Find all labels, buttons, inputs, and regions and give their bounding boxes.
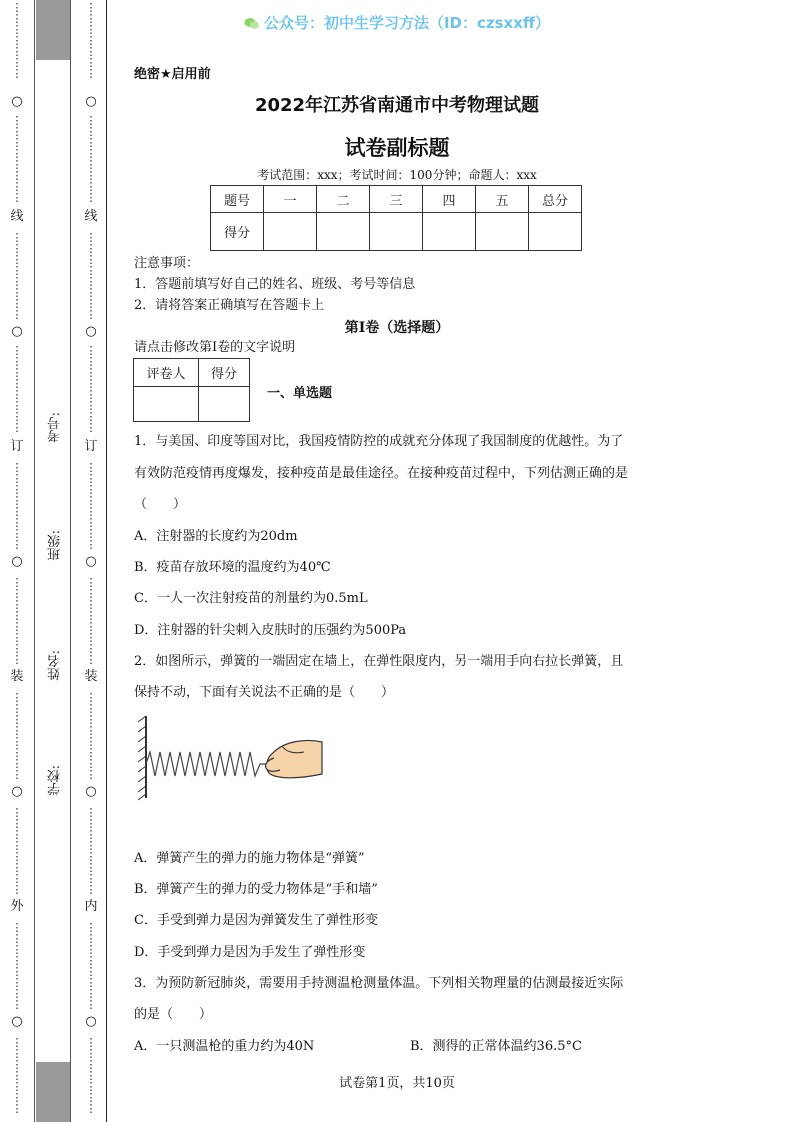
score-header-cell: 一: [264, 186, 317, 213]
wechat-icon: [244, 17, 260, 30]
dotted-line: ⋮ ⋮ ⋮ ⋮ ⋮ ⋮ ⋮ ⋮: [85, 114, 97, 204]
watermark-text: 公众号：初中生学习方法（ID：czsxxff）: [263, 14, 551, 32]
score-header-cell: 总分: [529, 186, 582, 213]
grader-row: [134, 387, 250, 422]
exam-subtitle: 试卷副标题: [344, 136, 450, 160]
field-exam-number: 考号:: [48, 412, 63, 443]
wall-icon: [138, 716, 146, 800]
strip-gray-top: [36, 0, 70, 60]
outer-mark-8: 外: [10, 899, 24, 914]
spring-figure: [134, 712, 329, 802]
strip-gray-bottom: [36, 1062, 70, 1122]
score-cell: [529, 213, 582, 251]
score-header-cell: 四: [423, 186, 476, 213]
dotted-line: ⋮ ⋮ ⋮ ⋮ ⋮ ⋮ ⋮ ⋮: [85, 231, 97, 321]
dotted-line: ⋮ ⋮ ⋮ ⋮ ⋮ ⋮ ⋮: [85, 1036, 97, 1115]
field-class: 班级:: [48, 530, 63, 561]
part-note: 请点击修改第I卷的文字说明: [134, 340, 296, 355]
question-3-stem-line: 3．为预防新冠肺炎，需要用手持测温枪测量体温。下列相关物理量的估测最接近实际: [134, 976, 624, 991]
question-1-option-a: A．注射器的长度约为20dm: [134, 529, 298, 544]
score-header-cell: 五: [476, 186, 529, 213]
page-footer: 试卷第1页，共10页: [339, 1076, 455, 1091]
question-1-option-b: B．疫苗存放环境的温度约为40℃: [134, 560, 331, 575]
dotted-line: ⋮ ⋮ ⋮ ⋮ ⋮ ⋮ ⋮ ⋮: [11, 461, 23, 551]
dotted-line: ⋮ ⋮ ⋮ ⋮ ⋮ ⋮ ⋮: [11, 1, 23, 80]
outer-mark-1: ○: [11, 94, 23, 109]
outer-mark-6: 装: [10, 669, 24, 684]
outer-mark-3: ○: [11, 324, 23, 339]
score-cell: [264, 213, 317, 251]
dotted-line: ⋮ ⋮ ⋮ ⋮ ⋮ ⋮ ⋮: [85, 1, 97, 80]
dotted-line: ⋮ ⋮ ⋮ ⋮ ⋮ ⋮ ⋮ ⋮: [11, 806, 23, 896]
dotted-line: ⋮ ⋮ ⋮ ⋮ ⋮ ⋮ ⋮: [11, 1036, 23, 1115]
score-row-label: 得分: [211, 213, 264, 251]
watermark: [0, 12, 794, 33]
notes-heading: 注意事项：: [134, 256, 200, 271]
dotted-line: ⋮ ⋮ ⋮ ⋮ ⋮ ⋮ ⋮ ⋮: [85, 691, 97, 781]
field-school: 学校:: [48, 765, 63, 796]
inner-mark-3: ○: [85, 324, 97, 339]
question-2-option-b: B．弹簧产生的弹力的受力物体是“手和墙”: [134, 882, 378, 897]
question-2-option-d: D．手受到弹力是因为手发生了弹性形变: [134, 945, 366, 960]
grader-header-row: [134, 359, 250, 387]
question-2-stem-line: 2．如图所示，弹簧的一端固定在墙上，在弹性限度内，另一端用手向右拉长弹簧，且: [134, 654, 624, 669]
dotted-line: ⋮ ⋮ ⋮ ⋮ ⋮ ⋮ ⋮ ⋮: [85, 921, 97, 1011]
inner-mark-9: ○: [85, 1014, 97, 1029]
score-cell: [423, 213, 476, 251]
inner-mark-4: 订: [84, 439, 98, 454]
score-table-header-row: [211, 186, 582, 213]
grader-header-cell: 评卷人: [134, 359, 199, 387]
spring-icon: [146, 752, 270, 776]
question-3-option-a: A．一只测温枪的重力约为40N: [134, 1039, 315, 1054]
outer-mark-4: 订: [10, 439, 24, 454]
question-1-option-d: D．注射器的针尖刺入皮肤时的压强约为500Pa: [134, 623, 407, 638]
outer-mark-5: ○: [11, 554, 23, 569]
question-1-stem-line: 有效防范疫情再度爆发，接种疫苗是最佳途径。在接种疫苗过程中，下列估测正确的是: [134, 466, 629, 481]
dotted-line: ⋮ ⋮ ⋮ ⋮ ⋮ ⋮ ⋮ ⋮: [85, 344, 97, 434]
confidential-label: 绝密★启用前: [134, 67, 211, 82]
inner-mark-6: 装: [84, 669, 98, 684]
grader-cell: [134, 387, 199, 422]
score-cell: [476, 213, 529, 251]
notes-item: 2．请将答案正确填写在答题卡上: [134, 298, 325, 313]
score-header-cell: 二: [317, 186, 370, 213]
dotted-line: ⋮ ⋮ ⋮ ⋮ ⋮ ⋮ ⋮ ⋮: [85, 576, 97, 666]
question-1-stem-line: （ ）: [134, 497, 187, 512]
question-1-option-c: C．一人一次注射疫苗的剂量约为0.5mL: [134, 591, 368, 606]
grader-table: [133, 358, 250, 422]
question-3-stem-line: 的是（ ）: [134, 1007, 213, 1022]
question-3-option-b: B．测得的正常体温约36.5°C: [410, 1039, 582, 1054]
dotted-line: ⋮ ⋮ ⋮ ⋮ ⋮ ⋮ ⋮ ⋮: [11, 231, 23, 321]
question-2-option-c: C．手受到弹力是因为弹簧发生了弹性形变: [134, 913, 378, 928]
grader-header-cell: 得分: [199, 359, 250, 387]
score-cell: [370, 213, 423, 251]
part-title: 第I卷（选择题）: [344, 320, 450, 336]
outer-mark-9: ○: [11, 1014, 23, 1029]
inner-mark-7: ○: [85, 784, 97, 799]
score-header-cell: 三: [370, 186, 423, 213]
grader-cell: [199, 387, 250, 422]
outer-mark-7: ○: [11, 784, 23, 799]
dotted-line: ⋮ ⋮ ⋮ ⋮ ⋮ ⋮ ⋮ ⋮: [11, 576, 23, 666]
dotted-line: ⋮ ⋮ ⋮ ⋮ ⋮ ⋮ ⋮ ⋮: [11, 921, 23, 1011]
notes-item: 1．答题前填写好自己的姓名、班级、考号等信息: [134, 277, 416, 292]
inner-mark-5: ○: [85, 554, 97, 569]
dotted-line: ⋮ ⋮ ⋮ ⋮ ⋮ ⋮ ⋮ ⋮: [85, 461, 97, 551]
score-cell: [317, 213, 370, 251]
hand-icon: [265, 740, 322, 777]
section-heading: 一、单选题: [267, 386, 333, 401]
inner-mark-1: ○: [85, 94, 97, 109]
exam-title: 2022年江苏省南通市中考物理试题: [254, 95, 540, 116]
dotted-line: ⋮ ⋮ ⋮ ⋮ ⋮ ⋮ ⋮ ⋮: [11, 691, 23, 781]
inner-mark-8: 内: [84, 899, 98, 914]
dotted-line: ⋮ ⋮ ⋮ ⋮ ⋮ ⋮ ⋮ ⋮: [11, 344, 23, 434]
outer-mark-2: 线: [10, 209, 24, 224]
score-header-cell: 题号: [211, 186, 264, 213]
score-table-row: [211, 213, 582, 251]
question-2-option-a: A．弹簧产生的弹力的施力物体是“弹簧”: [134, 851, 365, 866]
field-name: 姓名:: [48, 650, 63, 681]
question-2-stem-line: 保持不动，下面有关说法不正确的是（ ）: [134, 685, 395, 700]
dotted-line: ⋮ ⋮ ⋮ ⋮ ⋮ ⋮ ⋮ ⋮: [11, 114, 23, 204]
score-table: [210, 185, 582, 251]
exam-info: 考试范围：xxx；考试时间：100分钟；命题人：xxx: [257, 168, 537, 182]
inner-mark-2: 线: [84, 209, 98, 224]
question-1-stem-line: 1．与美国、印度等国对比，我国疫情防控的成就充分体现了我国制度的优越性。为了: [134, 434, 624, 449]
dotted-line: ⋮ ⋮ ⋮ ⋮ ⋮ ⋮ ⋮ ⋮: [85, 806, 97, 896]
